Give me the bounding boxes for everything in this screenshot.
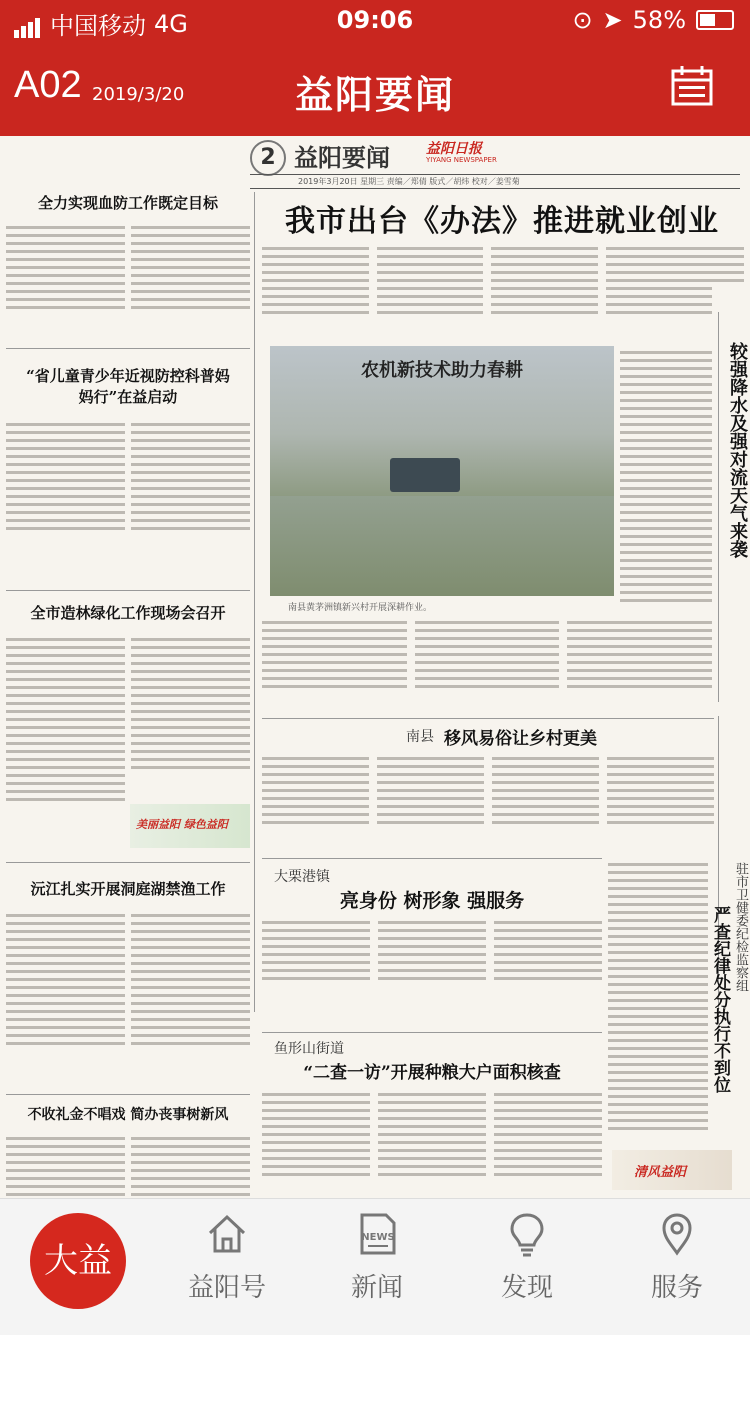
carrier-name: 中国移动: [50, 12, 146, 40]
spring-plowing-photo[interactable]: [270, 346, 614, 596]
nav-item-yiyanghao[interactable]: [172, 1209, 282, 1304]
rotation-lock-icon: ⊙: [572, 6, 593, 34]
yuxing-headline[interactable]: “二查一访”开展种粮大户面积核查: [303, 1063, 561, 1083]
clean-banner-image: 清风益阳: [612, 1150, 732, 1190]
bottom-nav: [0, 1198, 750, 1377]
newspaper-brand: 益阳日报: [426, 141, 482, 157]
field-water: [270, 496, 614, 596]
green-banner-image: 美丽益阳 绿色益阳: [130, 804, 250, 848]
article-headline-myopia[interactable]: “省儿童青少年近视防控科普妈妈行”在益启动: [26, 367, 230, 406]
dali-headline[interactable]: 亮身份 树形象 强服务: [339, 890, 525, 912]
left-column-5: [6, 1102, 250, 1198]
plowing-machine: [390, 458, 460, 492]
nav-label-discover: 发现: [500, 1273, 553, 1303]
calendar-icon[interactable]: [670, 64, 714, 108]
lead-headline[interactable]: 我市出台《办法》推进就业创业: [285, 204, 719, 239]
app-header: [0, 40, 750, 136]
page-date: 2019/3/20: [92, 84, 185, 105]
dali-region: 大栗港镇: [274, 869, 330, 885]
page-title: 益阳要闻: [294, 73, 455, 117]
edition-line: 2019年3月20日 星期三 责编／郑倩 版式／胡炜 校对／姜雪菊: [298, 177, 520, 186]
plowing-body: [262, 616, 712, 693]
nav-label-news: 新闻: [350, 1273, 403, 1303]
svg-text:NEWS: NEWS: [361, 1232, 395, 1243]
discipline-body: [608, 858, 708, 1135]
status-bar: [0, 0, 750, 40]
dali-body: [262, 916, 602, 985]
photo-caption: 南县黄茅洲镇新兴村开展深耕作业。: [288, 603, 433, 613]
lead-body-end: [712, 242, 744, 287]
yuxing-region: 鱼形山街道: [274, 1041, 344, 1057]
left-column-2: [6, 358, 250, 535]
nav-label-yiyanghao: 益阳号: [187, 1273, 266, 1303]
side-weather-headline[interactable]: 较强降水及强对流天气来袭: [727, 342, 748, 558]
left-column-4: [6, 870, 250, 1050]
newspaper-masthead: [250, 136, 740, 172]
article-headline-blood-fluke[interactable]: 全力实现血防工作既定目标: [37, 194, 218, 212]
nav-item-news[interactable]: [322, 1209, 432, 1304]
battery-percent: 58%: [632, 6, 686, 34]
nav-item-services[interactable]: [622, 1209, 732, 1304]
nanxian-body: [262, 752, 714, 829]
location-arrow-icon: ➤: [602, 6, 623, 34]
article-headline-fishing-ban[interactable]: 沅江扎实开展洞庭湖禁渔工作: [30, 880, 226, 898]
newspaper-brand-en: YIYANG NEWSPAPER: [426, 156, 497, 164]
lightbulb-icon: [502, 1209, 552, 1259]
news-icon: [352, 1209, 402, 1259]
status-time: 09:06: [336, 6, 414, 34]
home-icon: [202, 1209, 252, 1259]
yuxing-body: [262, 1088, 602, 1181]
masthead-title: 益阳要闻: [294, 143, 390, 172]
left-column-3: [6, 598, 250, 831]
photo-title: 农机新技术助力春耕: [361, 360, 523, 381]
nav-label-services: 服务: [650, 1273, 703, 1303]
photo-side-text: [620, 346, 712, 607]
lead-body: [262, 242, 712, 319]
location-pin-icon: [652, 1209, 702, 1259]
discipline-headline[interactable]: 严查纪律处分执行不到位: [710, 906, 730, 1093]
discipline-subheadline: 驻市卫健委纪检监察组: [733, 862, 748, 992]
nav-item-discover[interactable]: [472, 1209, 582, 1304]
page-number-badge: 2: [250, 140, 286, 176]
nanxian-headline[interactable]: 移风易俗让乡村更美: [444, 729, 597, 749]
battery-icon: [696, 10, 734, 30]
article-headline-afforestation[interactable]: 全市造林绿化工作现场会召开: [30, 604, 226, 622]
page-code[interactable]: A02: [14, 64, 82, 106]
newspaper-page[interactable]: [0, 136, 750, 1198]
left-column: [6, 188, 250, 314]
network-type: 4G: [154, 9, 188, 38]
article-headline-funeral[interactable]: 不收礼金不唱戏 简办丧事树新风: [27, 1107, 229, 1123]
nanxian-region: 南县: [406, 729, 434, 745]
app-logo[interactable]: 大益阳: [30, 1213, 126, 1309]
